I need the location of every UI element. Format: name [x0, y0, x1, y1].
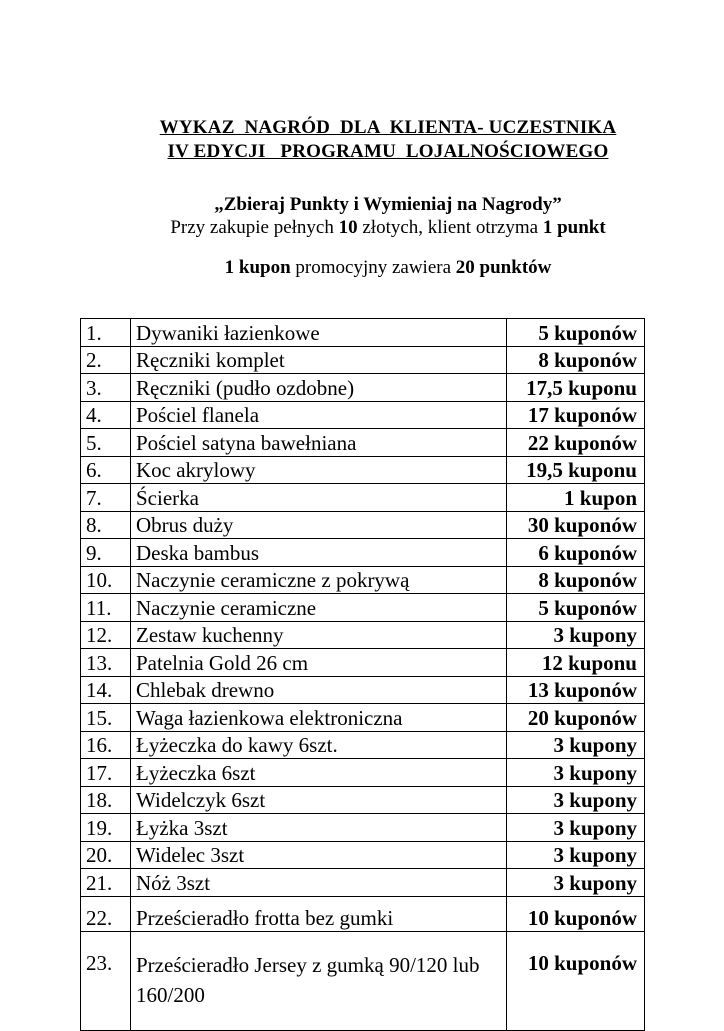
table-row	[81, 511, 645, 539]
prize-reward: 3 kupony	[507, 869, 645, 897]
prize-name: Deska bambus	[131, 539, 507, 567]
prize-reward: 12 kuponu	[507, 649, 645, 677]
prize-table-body	[81, 319, 645, 1031]
prize-number: 3.	[81, 374, 131, 402]
prize-name: Chlebak drewno	[131, 676, 507, 704]
prize-number: 21.	[81, 869, 131, 897]
prize-number: 16.	[81, 731, 131, 759]
table-row	[81, 319, 645, 347]
prize-reward: 3 kupony	[507, 621, 645, 649]
prize-reward: 3 kupony	[507, 814, 645, 842]
prize-reward: 3 kupony	[507, 786, 645, 814]
prize-number: 1.	[81, 319, 131, 347]
prize-name: Zestaw kuchenny	[131, 621, 507, 649]
table-row	[81, 621, 645, 649]
prize-number: 5.	[81, 429, 131, 457]
prize-name: Prześcieradło frotta bez gumki	[131, 896, 507, 931]
prize-number: 10.	[81, 566, 131, 594]
prize-number: 8.	[81, 511, 131, 539]
prize-reward: 10 kuponów	[507, 896, 645, 931]
prize-number: 19.	[81, 814, 131, 842]
prize-reward: 1 kupon	[507, 484, 645, 512]
document-title-line-2: IV EDYCJI PROGRAMU LOJALNOŚCIOWEGO	[167, 141, 609, 162]
prize-reward: 3 kupony	[507, 759, 645, 787]
table-row	[81, 704, 645, 732]
prize-reward: 8 kuponów	[507, 346, 645, 374]
prize-number: 22.	[81, 896, 131, 931]
prize-reward: 19,5 kuponu	[507, 456, 645, 484]
prize-reward: 13 kuponów	[507, 676, 645, 704]
points-rule-text-2: złotych, klient otrzyma	[357, 217, 543, 238]
prize-name: Ręczniki komplet	[131, 346, 507, 374]
prize-reward: 17,5 kuponu	[507, 374, 645, 402]
points-rule-text-1: Przy zakupie pełnych	[170, 217, 339, 238]
prize-name: Waga łazienkowa elektroniczna	[131, 704, 507, 732]
prize-number: 23.	[81, 931, 131, 1030]
prize-number: 9.	[81, 539, 131, 567]
prize-name: Widelczyk 6szt	[131, 786, 507, 814]
table-row	[81, 346, 645, 374]
table-row	[81, 649, 645, 677]
coupon-rule-coupon: 1 kupon	[224, 257, 291, 278]
prize-reward: 30 kuponów	[507, 511, 645, 539]
prize-reward: 6 kuponów	[507, 539, 645, 567]
prize-number: 2.	[81, 346, 131, 374]
prize-number: 4.	[81, 401, 131, 429]
table-row	[81, 731, 645, 759]
prize-number: 12.	[81, 621, 131, 649]
prize-table	[80, 318, 645, 1031]
prize-number: 20.	[81, 841, 131, 869]
prize-number: 13.	[81, 649, 131, 677]
table-row	[81, 566, 645, 594]
table-row	[81, 594, 645, 622]
prize-number: 6.	[81, 456, 131, 484]
prize-name: Widelec 3szt	[131, 841, 507, 869]
table-row	[81, 931, 645, 1030]
prize-reward: 17 kuponów	[507, 401, 645, 429]
table-row	[81, 759, 645, 787]
program-slogan: „Zbieraj Punkty i Wymieniaj na Nagrody”	[214, 194, 562, 215]
prize-name: Łyżeczka 6szt	[131, 759, 507, 787]
prize-name: Nóż 3szt	[131, 869, 507, 897]
prize-name: Koc akrylowy	[131, 456, 507, 484]
prize-name: Ręczniki (pudło ozdobne)	[131, 374, 507, 402]
prize-reward: 22 kuponów	[507, 429, 645, 457]
table-row	[81, 539, 645, 567]
table-row	[81, 676, 645, 704]
prize-name: Naczynie ceramiczne z pokrywą	[131, 566, 507, 594]
prize-number: 15.	[81, 704, 131, 732]
prize-reward: 5 kuponów	[507, 594, 645, 622]
prize-name: Dywaniki łazienkowe	[131, 319, 507, 347]
prize-name: Obrus duży	[131, 511, 507, 539]
prize-name: Łyżka 3szt	[131, 814, 507, 842]
coupon-rule	[0, 256, 724, 280]
table-row	[81, 429, 645, 457]
document-title-line-1: WYKAZ NAGRÓD DLA KLIENTA- UCZESTNIKA	[159, 117, 617, 138]
coupon-rule-points: 20 punktów	[455, 257, 552, 278]
prize-name: Łyżeczka do kawy 6szt.	[131, 731, 507, 759]
prize-reward: 20 kuponów	[507, 704, 645, 732]
table-row	[81, 814, 645, 842]
prize-name: Prześcieradło Jersey z gumką 90/120 lub 160/200	[131, 931, 507, 1030]
prize-reward: 3 kupony	[507, 841, 645, 869]
prize-name: Pościel satyna bawełniana	[131, 429, 507, 457]
points-rule	[0, 216, 724, 240]
prize-number: 7.	[81, 484, 131, 512]
prize-name: Ścierka	[131, 484, 507, 512]
points-rule-amount: 10	[338, 217, 358, 238]
table-row	[81, 456, 645, 484]
prize-number: 11.	[81, 594, 131, 622]
prize-reward: 3 kupony	[507, 731, 645, 759]
table-row	[81, 896, 645, 931]
prize-number: 14.	[81, 676, 131, 704]
coupon-rule-text: promocyjny zawiera	[290, 257, 456, 278]
table-row	[81, 484, 645, 512]
prize-reward: 10 kuponów	[507, 931, 645, 1030]
prize-name: Patelnia Gold 26 cm	[131, 649, 507, 677]
points-rule-points: 1 punkt	[542, 217, 606, 238]
prize-reward: 5 kuponów	[507, 319, 645, 347]
prize-name: Naczynie ceramiczne	[131, 594, 507, 622]
prize-reward: 8 kuponów	[507, 566, 645, 594]
table-row	[81, 841, 645, 869]
table-row	[81, 374, 645, 402]
prize-name: Pościel flanela	[131, 401, 507, 429]
table-row	[81, 869, 645, 897]
prize-number: 17.	[81, 759, 131, 787]
prize-number: 18.	[81, 786, 131, 814]
table-row	[81, 786, 645, 814]
table-row	[81, 401, 645, 429]
